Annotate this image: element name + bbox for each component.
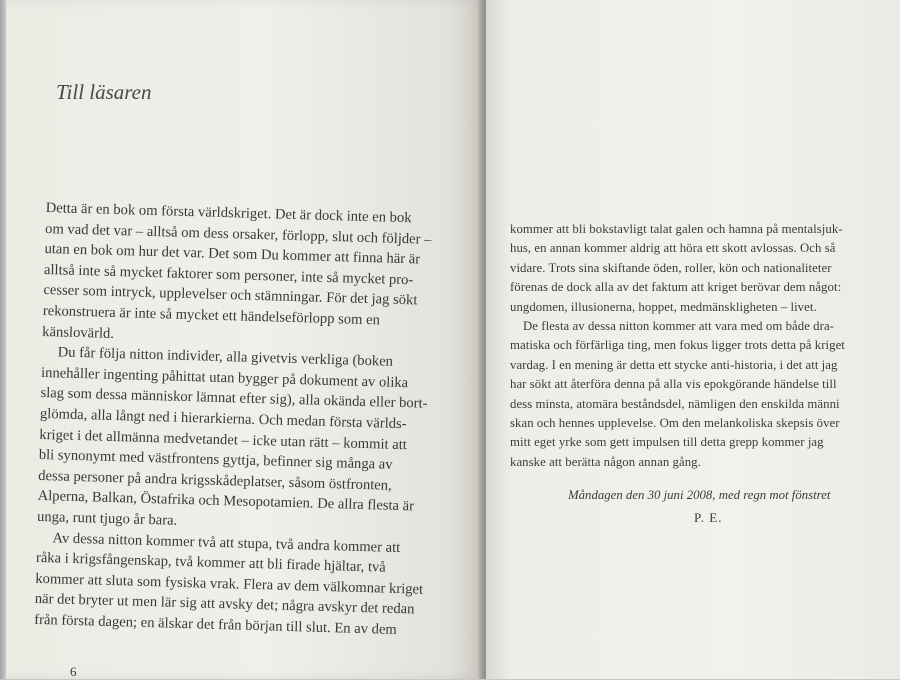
text-line: kanske att berätta någon annan gång. bbox=[510, 454, 701, 469]
text-line: Alperna, Balkan, Östafrika och Mesopotamien. De allra flesta är bbox=[37, 488, 415, 515]
text-line: utan en bok om hur det var. Det som Du kommer att finna här är bbox=[44, 241, 421, 268]
text-line: förenas de dock alla av det faktum att kriget berövar dem något: bbox=[510, 280, 842, 295]
text-line: ungdomen, illusionerna, hoppet, medmänskligheten – livet. bbox=[510, 299, 817, 314]
text-line: Detta är en bok om första världskriget. Det är dock inte en bok bbox=[45, 199, 412, 227]
text-line: skan och hennes upplevelse. Om den melankoliska skepsis över bbox=[510, 416, 840, 431]
text-line: har sökt att återföra denna på alla vis epokgörande händelse till bbox=[510, 377, 837, 392]
text-line: matiska och förfärliga ting, men fokus ligger trots detta på kriget bbox=[510, 338, 845, 353]
text-line: känslovärld. bbox=[42, 323, 115, 342]
text-line: råka i krigsfångenskap, två kommer att bli firade hjältar, två bbox=[35, 549, 386, 576]
text-line: slag som dessa människor lämnat efter sig), alla okända eller bort- bbox=[40, 385, 428, 413]
text-line: kommer att bli bokstavligt talat galen och hamna på mentalsjuk- bbox=[510, 222, 843, 236]
text-line: mitt eget yrke som gett impulsen till detta grepp kommer jag bbox=[510, 435, 824, 450]
right-page-text bbox=[510, 220, 895, 472]
text-line: kommer att sluta som fysiska vrak. Flera av dem välkomnar kriget bbox=[35, 570, 424, 598]
text-line: kriget i det allmänna medvetandet – icke utan rätt – kommit att bbox=[39, 426, 408, 453]
text-line: Du får följa nitton individer, alla givetvis verkliga (boken bbox=[57, 344, 394, 370]
text-line: vidare. Trots sina skiftande öden, roller, kön och nationaliteter bbox=[510, 260, 832, 275]
author-initials: P. E. bbox=[694, 510, 723, 525]
chapter-heading: Till läsaren bbox=[56, 80, 152, 104]
text-line: från första dagen; en älskar det från början till slut. En av dem bbox=[33, 611, 398, 638]
text-line: unga, runt tjugo år bara. bbox=[36, 508, 178, 529]
text-line: glömda, alla långt ned i hierarkierna. Och medan första världs- bbox=[39, 405, 407, 433]
text-line: bli synonymt med västfrontens gyttja, befinner sig många av bbox=[38, 447, 393, 473]
text-line: dess minsta, atomära beståndsdel, nämligen den enskilda männi bbox=[510, 396, 840, 411]
signoff-dateline: Måndagen den 30 juni 2008, med regn mot fönstret bbox=[568, 488, 831, 502]
page-number: 6 bbox=[70, 664, 77, 679]
text-line: vardag. I en mening är detta ett stycke anti-historia, i det att jag bbox=[510, 357, 838, 372]
left-page-text bbox=[34, 198, 466, 642]
text-line: rekonstruera är inte så mycket ett händelseförlopp som en bbox=[42, 302, 381, 329]
text-line: De flesta av dessa nitton kommer att vara med om både dra- bbox=[523, 319, 834, 334]
text-line: när det bryter ut men lär sig att avsky det; några avskyr det redan bbox=[34, 591, 415, 618]
text-line: om vad det var – alltså om dess orsaker, förlopp, slut och följder – bbox=[44, 220, 432, 248]
text-line: hus, en annan kommer aldrig att höra ett skott avlossas. Och så bbox=[510, 241, 836, 256]
text-line: cesser som intryck, upplevelser och stämningar. För det jag sökt bbox=[43, 282, 418, 309]
text-line: Av dessa nitton kommer två att stupa, två andra kommer att bbox=[52, 529, 401, 556]
text-line: innehåller ingenting påhittat utan bygger på dokument av olika bbox=[40, 364, 409, 391]
text-line: alltså inte så mycket faktorer som personer, inte så mycket pro- bbox=[43, 261, 414, 289]
text-line: dessa personer på andra krigsskådeplatser, såsom östfronten, bbox=[38, 467, 392, 494]
